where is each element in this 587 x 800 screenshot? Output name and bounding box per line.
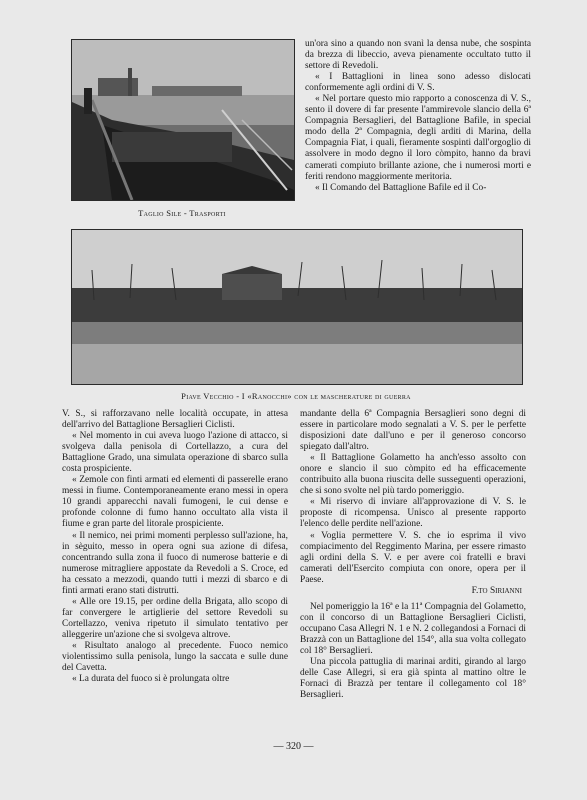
photo-piave-vecchio [71, 229, 523, 385]
paragraph: « Voglia permettere V. S. che io esprima il vivo compiacimento del Reggimento Marina, per essere rimasto agli ordini della S. V. e per avere coi fratelli e bravi camerati dell'Esercito compiuta con onore, opera per il Paese. [300, 530, 526, 585]
paragraph: « Zemole con finti armati ed elementi di passerelle erano messi in fiume. Contemporaneamente erano messi in opera 10 grandi apparecchi navali fumogeni, le cui dense e profonde colonne di fumo hanno occultato alla vista il fiume e gran parte del litorale prospiciente. [62, 475, 288, 530]
paragraph: V. S., si rafforzavano nelle località occupate, in attesa dell'arrivo del Battaglione Bersaglieri Ciclisti. [62, 409, 288, 431]
signature: F.to Sirianni [471, 585, 522, 596]
photo-taglio-sile-image [72, 40, 294, 200]
photo-piave-vecchio-image [72, 230, 522, 384]
paragraph: « Mi riservo di inviare all'approvazione di V. S. le proposte di ricompensa. Unisco al presente rapporto l'elenco delle perdite nell'azione. [300, 497, 526, 530]
paragraph: « Il nemico, nei primi momenti perplesso sull'azione, ha, in sèguito, messo in opera ogni sua azione di difesa, concentrando sulla zona il fuoco di numerose batterie e di numerose mitragliere appostate da Revedoli a S. Croce, ed ha cessato a mezzodi, quando tutti i mezzi di sbarco e di finti armati erano stati distrutti. [62, 530, 288, 596]
paragraph: « Il Comando del Battaglione Bafile ed il Co- [315, 182, 487, 193]
paragraph: « Il Battaglione Golametto ha anch'esso assolto con onore e slancio il suo còmpito ed ha efficacemente contribuito alla buona riuscita delle susseguenti operazioni, che si sono svolte nel più tardo pomeriggio. [300, 453, 526, 497]
photo-taglio-sile-caption: Taglio Sile - Trasporti [138, 208, 226, 218]
paragraph: un'ora sino a quando non svanì la densa nube, che sospinta da brezza di libeccio, aveva pienamente occultato tutto il settore di Revedoli. [305, 39, 531, 72]
text-column-right [300, 409, 526, 701]
text-column-left [62, 409, 288, 685]
text-column-top-right [305, 39, 531, 194]
paragraph: « Alle ore 19.15, per ordine della Brigata, allo scopo di far convergere le artiglierie del settore Revedoli su Cortellazzo, veniva ripetuto il simulato tentativo per alleggerire un'azione che si svolgeva altrove. [62, 596, 288, 640]
paragraph: « Nel portare questo mio rapporto a conoscenza di V. S., sento il dovere di far presente l'ammirevole slancio della 6ª Compagnia Bersaglieri, del Battaglione Bafile, in special modo della 2ª Compagnia, degli arditi di Marina, della Compagnia Fiat, i quali, fieramente sospinti dall'orgoglio di assolvere in modo degno il loro còmpito, hanno da bravi camerati compiuto brillante azione, che i numerosi morti e feriti rendono maggiormente meritoria. [305, 94, 531, 182]
page-number: — 320 — [273, 741, 314, 752]
paragraph: « La durata del fuoco si è prolungata oltre [72, 674, 230, 685]
photo-taglio-sile [71, 39, 295, 201]
paragraph: « I Battaglioni in linea sono adesso dislocati conformemente agli ordini di V. S. [305, 72, 531, 94]
paragraph: « Nel momento in cui aveva luogo l'azione di attacco, si svolgeva dalla penisola di Cortellazzo, a cura del Battaglione Grado, una simulata operazione di sbarco sulla costa prospiciente. [62, 431, 288, 475]
paragraph: mandante della 6ª Compagnia Bersaglieri sono degni di essere in particolare modo segnalati a V. S. per le perfette disposizioni date dall'uno e per il generoso concorso spiegato dall'altro. [300, 409, 526, 453]
paragraph: Nel pomeriggio la 16ª e la 11ª Compagnia del Golametto, con il concorso di un Battaglione Bersaglieri Ciclisti, occupano Casa Allegri N. 1 e N. 2 collegandosi a Fornaci di Brazzà con un Battaglione del 154°, alla sua volta collegato col 18° Bersaglieri. [300, 601, 526, 656]
photo-piave-vecchio-caption: Piave Vecchio - I «Ranocchi» con le mascherature di guerra [181, 391, 411, 401]
paragraph: « Risultato analogo al precedente. Fuoco nemico violentissimo sulla penisola, lungo la saccata e sulle dune del Cavetta. [62, 640, 288, 674]
paragraph: Una piccola pattuglia di marinai arditi, girando al largo delle Case Allegri, si era già spinta al mattino oltre le Fornaci di Brazzà per tentare il collegamento col 18° Bersaglieri. [300, 657, 526, 701]
